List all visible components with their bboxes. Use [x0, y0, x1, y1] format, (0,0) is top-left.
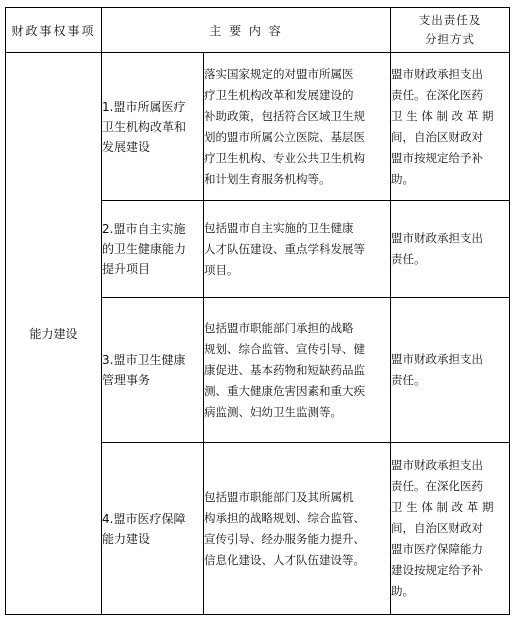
cell-text-line: 人才队伍建设、重点学科发展等	[204, 241, 365, 256]
responsibility-cell	[391, 201, 510, 298]
cell-text-line: 和计划生育服务机构等。	[204, 171, 331, 186]
cell-text-line: 康促进、基本药物和短缺药品监	[204, 362, 365, 377]
content-cell	[204, 201, 391, 298]
cell-text-line: 包括盟市自主实施的卫生健康	[204, 220, 354, 235]
cell-text-line: 间，自治区财政对	[391, 129, 484, 144]
cell-text-line: 盟市医疗保障能力	[391, 542, 484, 556]
cell-text-line: 助。	[391, 584, 415, 598]
cell-text-line: 助。	[391, 171, 415, 186]
content-cell	[204, 53, 391, 201]
cell-text-line: 4.盟市医疗保障	[102, 511, 186, 526]
table-header-row	[6, 8, 510, 53]
cell-text-line: 卫 生 体 制 改 革 期	[391, 108, 494, 123]
item-cell	[102, 201, 204, 298]
cell-text-line: 间，自治区财政对	[391, 521, 484, 535]
cell-text-line: 落实国家规定的对盟市所属医	[204, 66, 354, 81]
header-responsibility-line: 分担方式	[425, 32, 476, 46]
cell-text-line: 规划、综合监管、宣传引导、健	[204, 341, 365, 356]
fiscal-responsibility-table	[5, 7, 510, 615]
cell-text-line: 包括盟市职能部门承担的战略	[204, 320, 354, 335]
cell-text-line: 责任。在深化医药	[391, 87, 484, 102]
cell-text-line: 疗卫生机构改革和发展建设的	[204, 87, 354, 102]
cell-text-line: 病监测、妇幼卫生监测等。	[204, 404, 342, 419]
cell-text-line: 构承担的战略规划、综合监管、	[204, 510, 365, 525]
content-cell	[204, 443, 391, 615]
cell-text-line: 的卫生健康能力	[102, 242, 187, 256]
cell-text-line: 宣传引导、经办服务能力提升、	[204, 531, 365, 546]
cell-text-line: 提升项目	[102, 262, 151, 276]
item-cell	[102, 53, 204, 201]
cell-text-line: 疗卫生机构、专业公共卫生机构	[204, 150, 365, 165]
cell-text-line: 发展建设	[102, 139, 151, 154]
cell-text-line: 盟市财政承担支出	[391, 352, 484, 366]
cell-text-line: 盟市财政承担支出	[391, 66, 484, 81]
cell-text-line: 责任。在深化医药	[391, 479, 484, 493]
cell-text-line: 测、重大健康危害因素和重大疾	[204, 383, 365, 398]
cell-text-line: 盟市财政承担支出	[391, 458, 484, 472]
cell-text-line: 建设按规定给予补	[391, 563, 484, 577]
cell-text-line: 卫 生 体 制 改 革 期	[391, 500, 494, 514]
item-cell	[102, 443, 204, 615]
cell-text-line: 划的盟市所属公立医院、基层医	[204, 129, 365, 144]
header-responsibility-line: 支出责任及	[418, 13, 482, 27]
cell-text-line: 卫生机构改革和	[102, 119, 187, 134]
category-cell: 能力建设	[6, 53, 102, 615]
cell-text-line: 盟市财政承担支出	[391, 231, 484, 245]
header-content: 主 要 内 容	[102, 8, 391, 53]
cell-text-line: 责任。	[391, 373, 426, 387]
table-row	[6, 53, 510, 201]
header-responsibility	[391, 8, 510, 53]
cell-text-line: 责任。	[391, 252, 426, 266]
cell-text-line: 包括盟市职能部门及其所属机	[204, 489, 354, 504]
cell-text-line: 1.盟市所属医疗	[102, 99, 186, 114]
item-cell	[102, 298, 204, 443]
cell-text-line: 管理事务	[102, 373, 151, 387]
content-cell	[204, 298, 391, 443]
cell-text-line: 3.盟市卫生健康	[102, 353, 186, 367]
responsibility-cell	[391, 298, 510, 443]
responsibility-cell	[391, 443, 510, 615]
cell-text-line: 能力建设	[102, 531, 151, 546]
cell-text-line: 信息化建设、人才队伍建设等。	[204, 552, 365, 567]
cell-text-line: 盟市按规定给予补	[391, 150, 484, 165]
responsibility-cell	[391, 53, 510, 201]
header-category: 财政事权事项	[6, 8, 102, 53]
cell-text-line: 补助政策，包括符合区域卫生规	[204, 108, 365, 123]
cell-text-line: 项目。	[204, 262, 239, 277]
cell-text-line: 2.盟市自主实施	[102, 222, 186, 236]
